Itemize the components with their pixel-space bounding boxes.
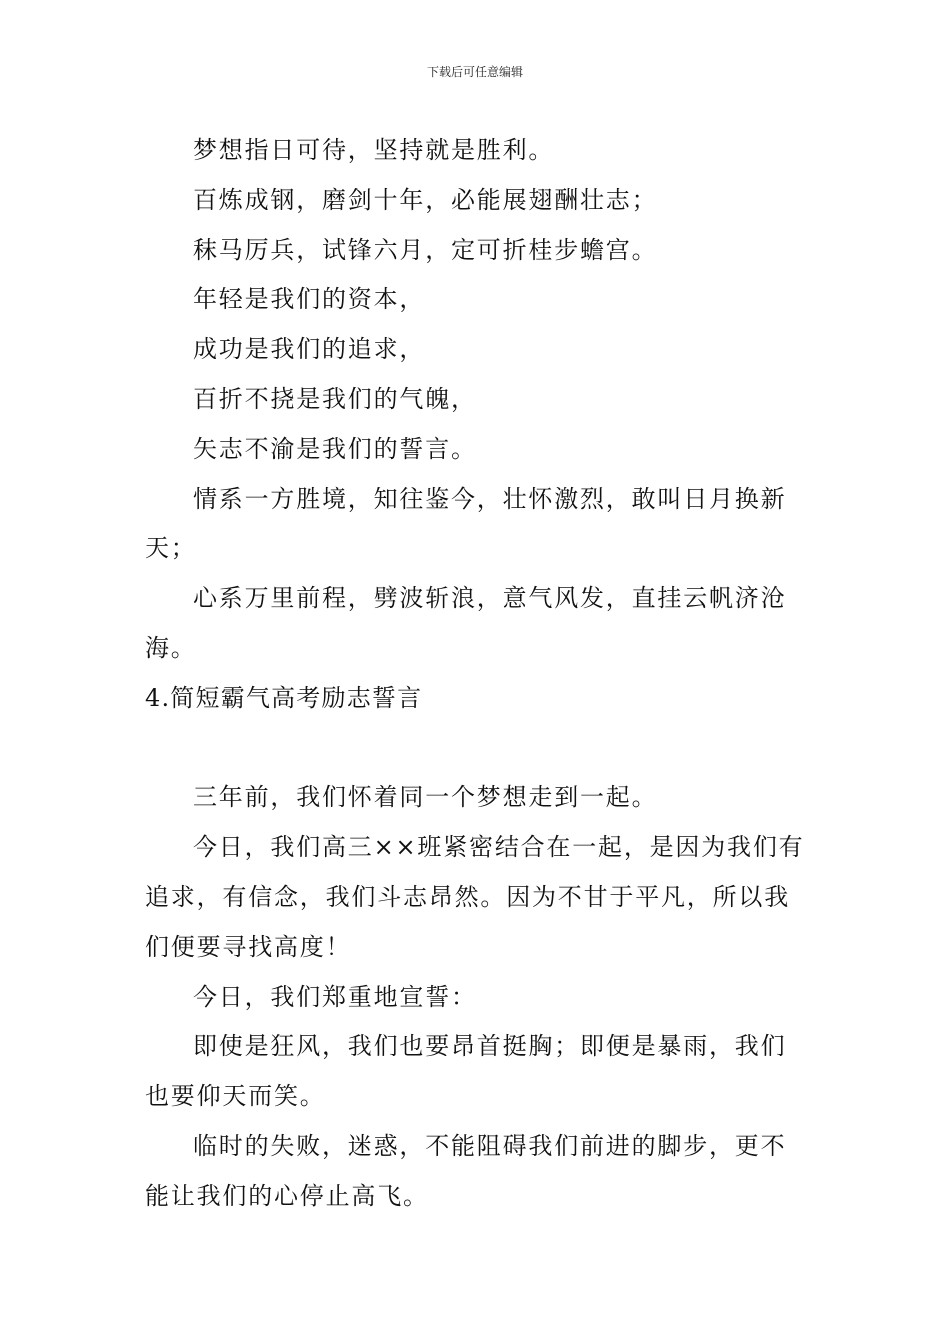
- page-header-note: 下载后可任意编辑: [426, 65, 523, 79]
- paragraph: 心系万里前程，劈波斩浪，意气风发，直挂云帆济沧海。: [145, 584, 787, 662]
- blank-line: [145, 724, 807, 774]
- paragraph: 今日，我们高三××班紧密结合在一起，是因为我们有追求，有信念，我们斗志昂然。因为不甘于平凡，所以我们便要寻找高度！: [145, 833, 805, 961]
- paragraph: 梦想指日可待，坚持就是胜利。: [193, 136, 555, 164]
- document-body: [145, 126, 807, 1222]
- section-heading: 4.简短霸气高考励志誓言: [145, 683, 423, 712]
- paragraph: 矢志不渝是我们的誓言。: [193, 434, 477, 463]
- paragraph: 百炼成钢，磨剑十年，必能展翅酬壮志；: [193, 185, 658, 214]
- paragraph: 年轻是我们的资本，: [193, 285, 426, 314]
- paragraph: 三年前，我们怀着同一个梦想走到一起。: [193, 783, 658, 812]
- paragraph: 秣马厉兵，试锋六月，定可折桂步蟾宫。: [193, 235, 658, 264]
- paragraph: 临时的失败，迷惑，不能阻碍我们前进的脚步，更不能让我们的心停止高飞。: [145, 1131, 787, 1210]
- paragraph: 百折不挠是我们的气魄，: [193, 384, 477, 413]
- paragraph: 情系一方胜境，知往鉴今，壮怀激烈，敢叫日月换新天；: [145, 484, 787, 563]
- paragraph: 成功是我们的追求，: [193, 335, 426, 364]
- paragraph: 即使是狂风，我们也要昂首挺胸；即便是暴雨，我们也要仰天而笑。: [145, 1032, 787, 1111]
- paragraph: 今日，我们郑重地宣誓：: [193, 982, 477, 1011]
